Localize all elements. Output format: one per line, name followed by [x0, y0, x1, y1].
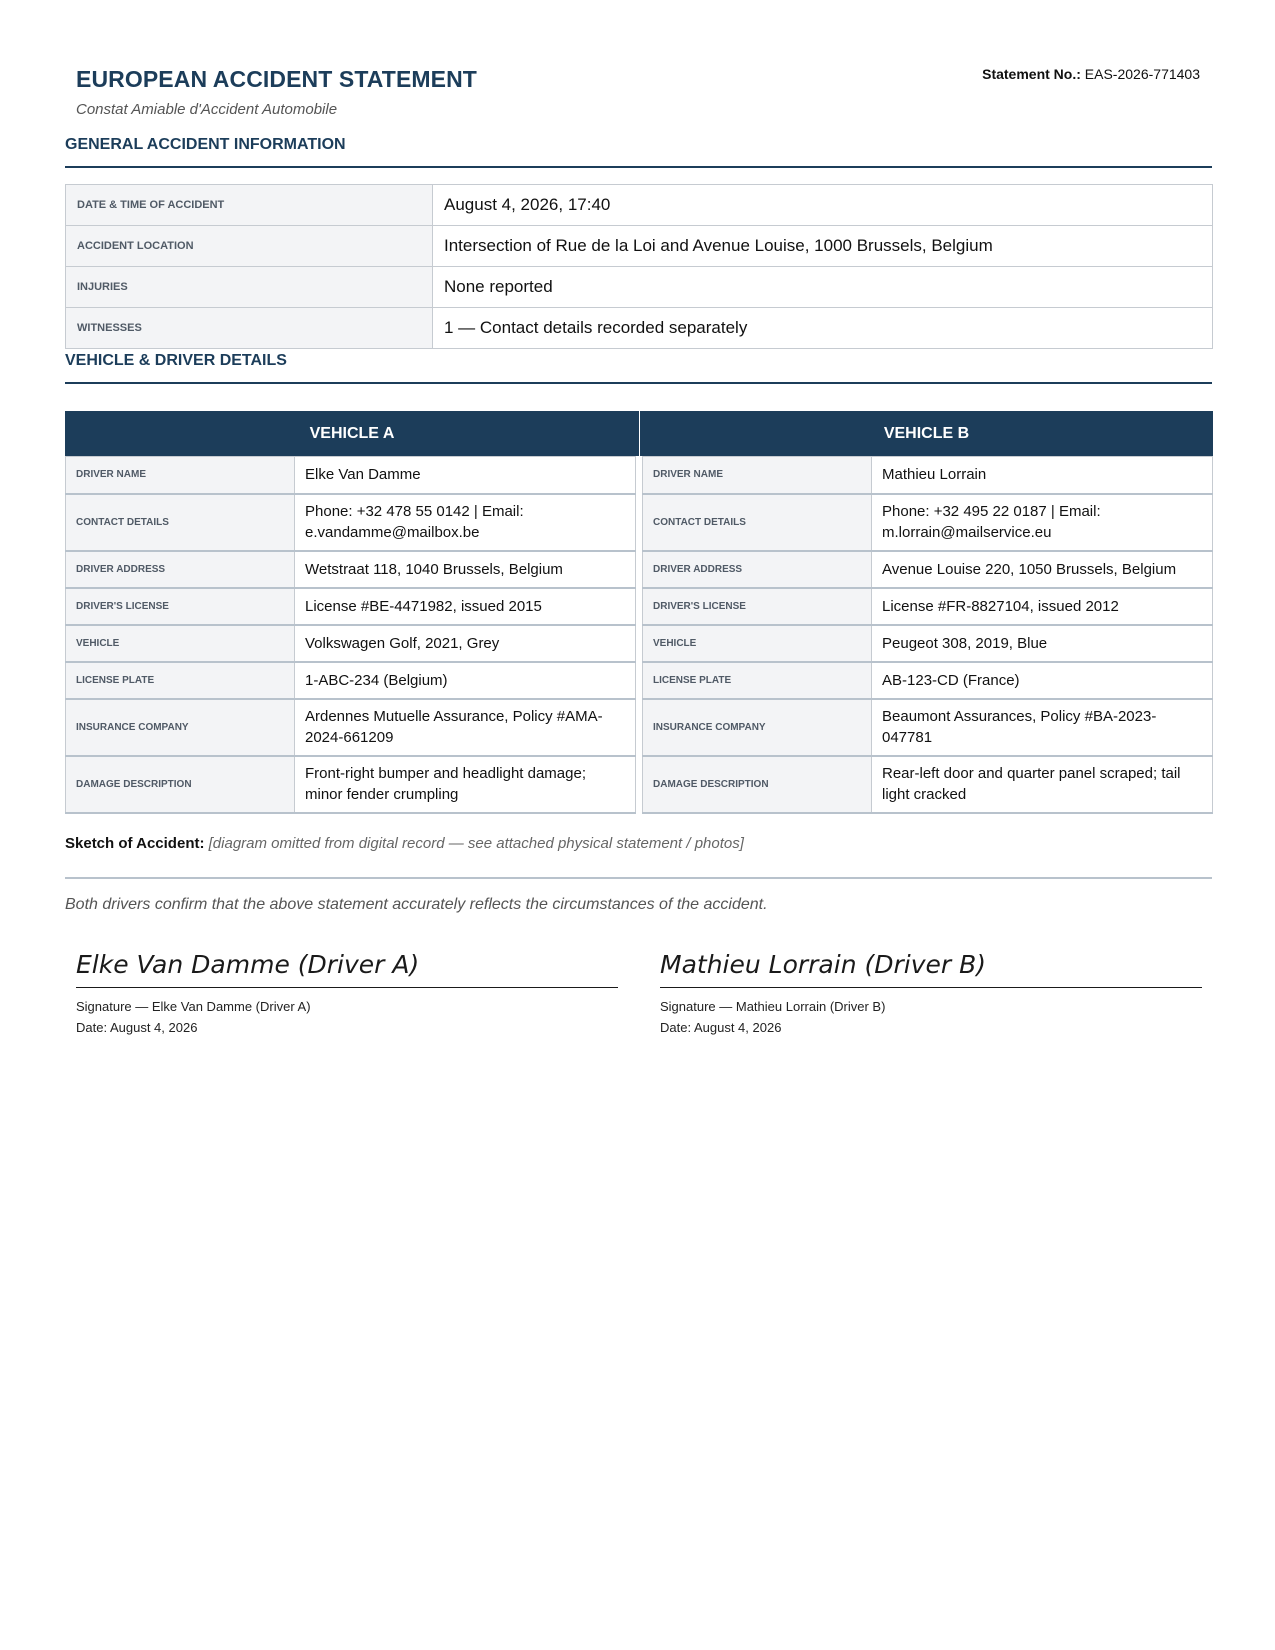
- field-value: Phone: +32 495 22 0187 | Email: m.lorrain@mailservice.eu: [872, 494, 1213, 551]
- vehicle-headings: [65, 411, 1213, 456]
- table-row: [643, 699, 1213, 756]
- sketch-note: [65, 835, 744, 852]
- table-row: [643, 588, 1213, 625]
- signature-a: Elke Van Damme (Driver A): [76, 950, 618, 988]
- vehicle-b-table: [642, 456, 1213, 814]
- table-row: [643, 494, 1213, 551]
- field-label: WITNESSES: [66, 308, 433, 349]
- field-label: DATE & TIME OF ACCIDENT: [66, 185, 433, 226]
- signature-block-b: [660, 950, 1202, 1038]
- field-value: None reported: [433, 267, 1213, 308]
- general-section-title: GENERAL ACCIDENT INFORMATION: [65, 136, 1212, 168]
- divider: [65, 877, 1212, 879]
- document-header: [76, 66, 1200, 126]
- field-value: Intersection of Rue de la Loi and Avenue Louise, 1000 Brussels, Belgium: [433, 226, 1213, 267]
- field-value: Rear-left door and quarter panel scraped; tail light cracked: [872, 756, 1213, 813]
- table-row: [643, 551, 1213, 588]
- field-value: August 4, 2026, 17:40: [433, 185, 1213, 226]
- field-label: DRIVER NAME: [66, 457, 295, 494]
- table-row: [66, 185, 1213, 226]
- table-row: [643, 662, 1213, 699]
- table-row: [66, 625, 636, 662]
- table-row: [66, 494, 636, 551]
- field-label: CONTACT DETAILS: [643, 494, 872, 551]
- statement-number-value: EAS-2026-771403: [1084, 66, 1200, 82]
- vehicles-section-title: VEHICLE & DRIVER DETAILS: [65, 352, 1212, 384]
- field-label: DAMAGE DESCRIPTION: [643, 756, 872, 813]
- field-label: LICENSE PLATE: [643, 662, 872, 699]
- field-label: DRIVER ADDRESS: [66, 551, 295, 588]
- table-row: [643, 625, 1213, 662]
- field-label: LICENSE PLATE: [66, 662, 295, 699]
- table-row: [66, 756, 636, 813]
- table-row: [643, 756, 1213, 813]
- field-label: CONTACT DETAILS: [66, 494, 295, 551]
- sketch-placeholder: [diagram omitted from digital record — see attached physical statement / photos]: [208, 835, 744, 852]
- field-value: Volkswagen Golf, 2021, Grey: [295, 625, 636, 662]
- field-value: Front-right bumper and headlight damage; minor fender crumpling: [295, 756, 636, 813]
- table-row: [66, 457, 636, 494]
- field-label: DAMAGE DESCRIPTION: [66, 756, 295, 813]
- sketch-label: Sketch of Accident:: [65, 835, 205, 852]
- table-row: [66, 588, 636, 625]
- field-label: INSURANCE COMPANY: [643, 699, 872, 756]
- field-value: License #BE-4471982, issued 2015: [295, 588, 636, 625]
- field-label: DRIVER'S LICENSE: [643, 588, 872, 625]
- table-row: [66, 226, 1213, 267]
- field-value: Phone: +32 478 55 0142 | Email: e.vandamme@mailbox.be: [295, 494, 636, 551]
- signature-a-date: Date: August 4, 2026: [76, 1020, 198, 1035]
- field-label: DRIVER NAME: [643, 457, 872, 494]
- field-value: Ardennes Mutuelle Assurance, Policy #AMA-2024-661209: [295, 699, 636, 756]
- signature-b-date: Date: August 4, 2026: [660, 1020, 782, 1035]
- field-label: ACCIDENT LOCATION: [66, 226, 433, 267]
- general-info-table: [65, 184, 1213, 349]
- document-title: EUROPEAN ACCIDENT STATEMENT: [76, 66, 477, 92]
- table-row: [66, 551, 636, 588]
- signature-b: Mathieu Lorrain (Driver B): [660, 950, 1202, 988]
- field-value: Elke Van Damme: [295, 457, 636, 494]
- field-value: 1 — Contact details recorded separately: [433, 308, 1213, 349]
- field-value: Beaumont Assurances, Policy #BA-2023-047781: [872, 699, 1213, 756]
- table-row: [66, 308, 1213, 349]
- field-value: Mathieu Lorrain: [872, 457, 1213, 494]
- document-subtitle: Constat Amiable d'Accident Automobile: [76, 101, 338, 118]
- field-label: INSURANCE COMPANY: [66, 699, 295, 756]
- field-value: Avenue Louise 220, 1050 Brussels, Belgium: [872, 551, 1213, 588]
- signature-b-caption: Signature — Mathieu Lorrain (Driver B): [660, 999, 886, 1014]
- table-row: [66, 699, 636, 756]
- table-row: [66, 267, 1213, 308]
- vehicle-a-table: [65, 456, 636, 814]
- field-value: 1-ABC-234 (Belgium): [295, 662, 636, 699]
- field-label: DRIVER ADDRESS: [643, 551, 872, 588]
- confirmation-text: Both drivers confirm that the above statement accurately reflects the circumstances of the accident.: [65, 896, 768, 913]
- table-row: [643, 457, 1213, 494]
- field-value: License #FR-8827104, issued 2012: [872, 588, 1213, 625]
- field-label: VEHICLE: [643, 625, 872, 662]
- vehicle-a-heading: VEHICLE A: [65, 411, 639, 456]
- statement-number: [982, 66, 1200, 82]
- field-label: VEHICLE: [66, 625, 295, 662]
- table-row: [66, 662, 636, 699]
- vehicle-b-heading: VEHICLE B: [639, 411, 1213, 456]
- field-label: DRIVER'S LICENSE: [66, 588, 295, 625]
- field-value: AB-123-CD (France): [872, 662, 1213, 699]
- statement-number-label: Statement No.:: [982, 66, 1081, 82]
- signature-a-caption: Signature — Elke Van Damme (Driver A): [76, 999, 311, 1014]
- signature-block-a: [76, 950, 618, 1038]
- vehicle-details: [65, 411, 1213, 814]
- field-value: Peugeot 308, 2019, Blue: [872, 625, 1213, 662]
- field-value: Wetstraat 118, 1040 Brussels, Belgium: [295, 551, 636, 588]
- field-label: INJURIES: [66, 267, 433, 308]
